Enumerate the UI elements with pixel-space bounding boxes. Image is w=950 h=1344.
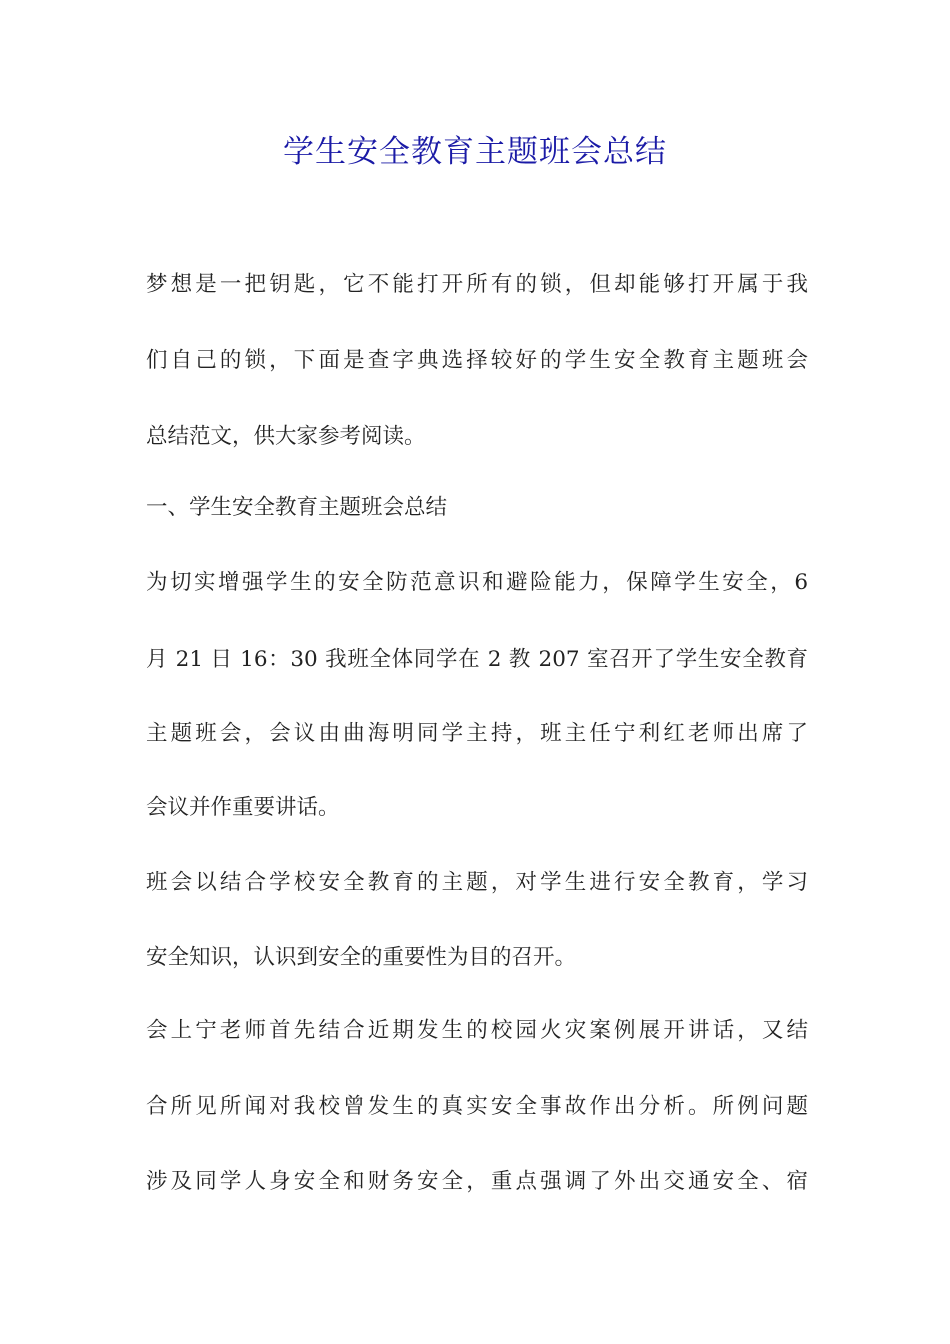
paragraph-line: 会上宁老师首先结合近期发生的校园火灾案例展开讲话，又结 xyxy=(146,1018,808,1043)
section-heading: 一、学生安全教育主题班会总结 xyxy=(146,495,448,520)
paragraph-line: 月 21 日 16：30 我班全体同学在 2 教 207 室召开了学生安全教育 xyxy=(146,647,808,672)
paragraph-line: 会议并作重要讲话。 xyxy=(146,795,340,820)
paragraph-line: 梦想是一把钥匙，它不能打开所有的锁，但却能够打开属于我 xyxy=(146,272,808,297)
paragraph-line: 总结范文，供大家参考阅读。 xyxy=(146,424,426,449)
paragraph-line: 班会以结合学校安全教育的主题，对学生进行安全教育，学习 xyxy=(146,870,808,895)
paragraph-line: 合所见所闻对我校曾发生的真实安全事故作出分析。所例问题 xyxy=(146,1094,808,1119)
paragraph-line: 安全知识，认识到安全的重要性为目的召开。 xyxy=(146,945,577,970)
paragraph-line: 们自己的锁，下面是查字典选择较好的学生安全教育主题班会 xyxy=(146,348,808,373)
paragraph-line: 涉及同学人身安全和财务安全，重点强调了外出交通安全、宿 xyxy=(146,1169,808,1194)
document-title: 学生安全教育主题班会总结 xyxy=(283,134,667,170)
paragraph-line: 为切实增强学生的安全防范意识和避险能力，保障学生安全，6 xyxy=(146,570,808,595)
paragraph-line: 主题班会，会议由曲海明同学主持，班主任宁利红老师出席了 xyxy=(146,721,808,746)
